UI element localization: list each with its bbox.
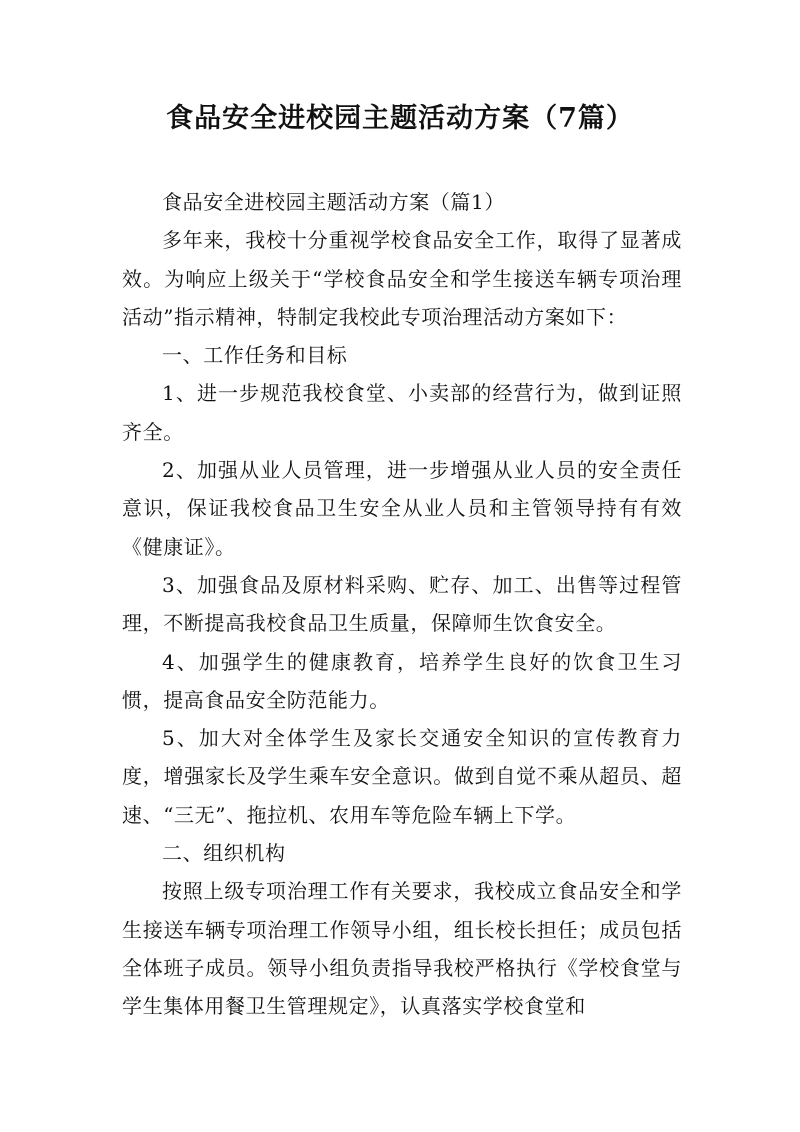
list-item: 2、加强从业人员管理，进一步增强从业人员的安全责任意识，保证我校食品卫生安全从业人员和主管领导持有有效《健康证》。 [122, 458, 682, 559]
list-item: 5、加大对全体学生及家长交通安全知识的宣传教育力度，增强家长及学生乘车安全意识。做到自觉不乘从超员、超速、“三无”、拖拉机、农用车等危险车辆上下学。 [122, 726, 682, 827]
list-item: 1、进一步规范我校食堂、小卖部的经营行为，做到证照齐全。 [122, 381, 682, 444]
intro-paragraph: 多年来，我校十分重视学校食品安全工作，取得了显著成效。为响应上级关于“学校食品安全和学生接送车辆专项治理活动”指示精神，特制定我校此专项治理活动方案如下： [122, 228, 682, 329]
document-title: 食品安全进校园主题活动方案（7篇） [166, 103, 634, 134]
section-heading: 食品安全进校园主题活动方案（篇1） [162, 190, 505, 214]
list-item: 4、加强学生的健康教育，培养学生良好的饮食卫生习惯，提高食品安全防范能力。 [122, 649, 682, 712]
section-heading: 一、工作任务和目标 [162, 343, 348, 368]
document-body [122, 183, 682, 1026]
section-heading: 二、组织机构 [162, 841, 286, 866]
list-item: 3、加强食品及原材料采购、贮存、加工、出售等过程管理，不断提高我校食品卫生质量，保障师生饮食安全。 [122, 572, 682, 636]
body-paragraph: 按照上级专项治理工作有关要求，我校成立食品安全和学生接送车辆专项治理工作领导小组，组长校长担任；成员包括全体班子成员。领导小组负责指导我校严格执行《学校食堂与学生集体用餐卫生管理规定》，认真落实学校食堂和 [122, 879, 682, 1019]
